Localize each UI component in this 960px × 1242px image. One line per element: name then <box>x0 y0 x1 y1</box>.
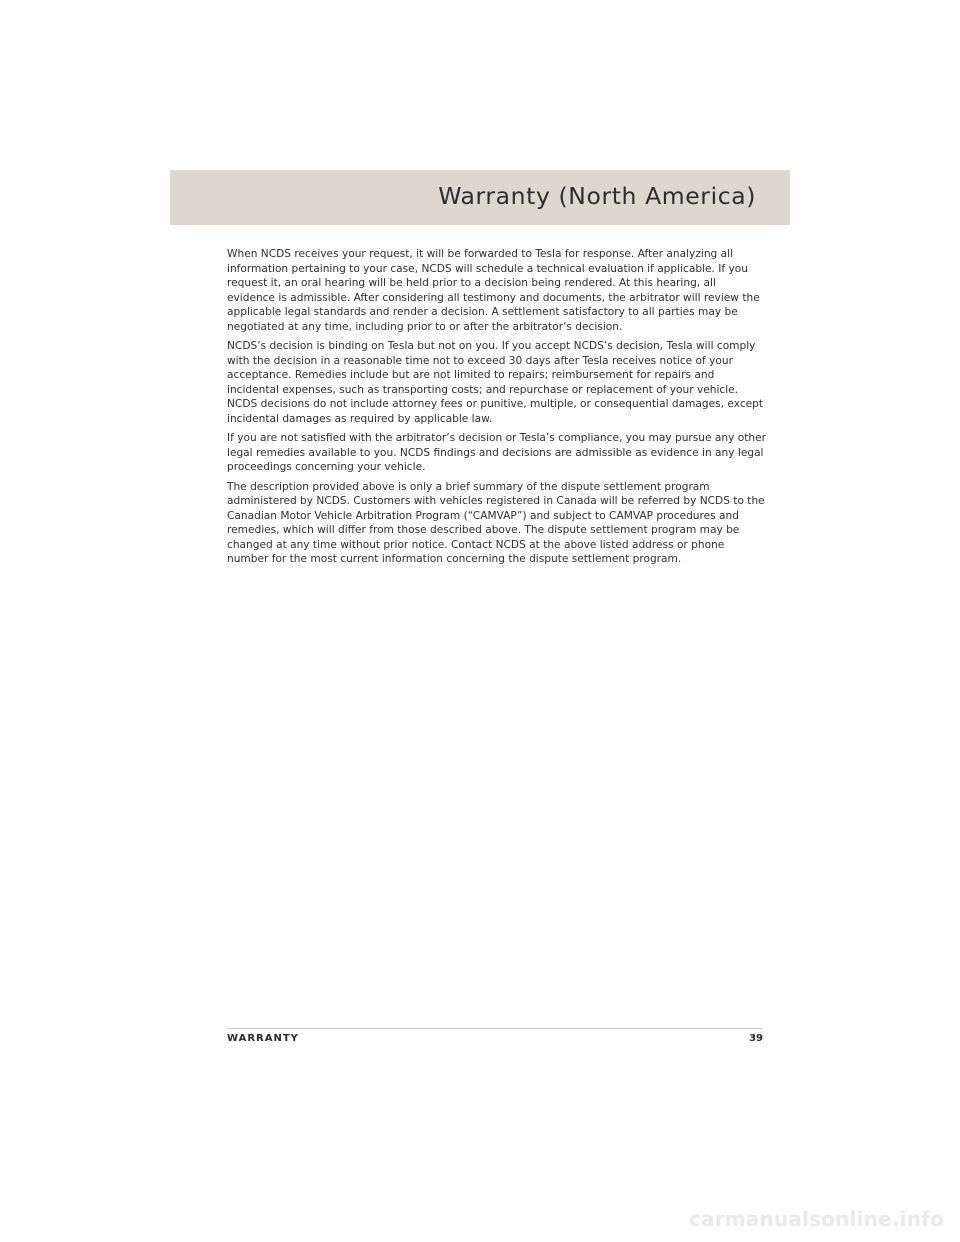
paragraph-arbitration-process: When NCDS receives your request, it will be forwarded to Tesla for response. After analyzing all information pertaining to your case, NCDS will schedule a technical evaluation if applicable. If you request it, an oral hearing will be held prior to a decision being rendered. At this hearing, all evidence is admissible. After considering all testimony and documents, the arbitrator will review the applicable legal standards and render a decision. A settlement satisfactory to all parties may be negotiated at any time, including prior to or after the arbitrator’s decision. <box>227 248 760 333</box>
body-text <box>227 247 767 572</box>
paragraph-decision-binding: NCDS’s decision is binding on Tesla but not on you. If you accept NCDS’s decision, Tesla will comply with the decision in a reasonable time not to exceed 30 days after Tesla receives notice of your acceptance. Remedies include but are not limited to repairs; reimbursement for repairs and incidental expenses, such as transporting costs; and repurchase or replacement of your vehicle. NCDS decisions do not include attorney fees or punitive, multiple, or consequential damages, except incidental damages as required by applicable law. <box>227 340 764 425</box>
paragraph-program-summary: The description provided above is only a brief summary of the dispute settlement program administered by NCDS. Customers with vehicles registered in Canada will be referred by NCDS to the Canadian Motor Vehicle Arbitration Program (“CAMVAP”) and subject to CAMVAP procedures and remedies, which will differ from those described above. The dispute settlement program may be changed at any time without prior notice. Contact NCDS at the above listed address or phone number for the most current information concerning the dispute settlement program. <box>227 480 765 565</box>
title-band <box>170 170 790 225</box>
page-title: Warranty (North America) <box>438 182 756 210</box>
watermark-text: carmanualsonline.info <box>688 1207 944 1231</box>
footer-section-label: WARRANTY <box>227 1033 299 1044</box>
footer-divider <box>227 1028 763 1029</box>
footer-page-number: 39 <box>749 1033 763 1044</box>
paragraph-legal-remedies: If you are not satisfied with the arbitrator’s decision or Tesla’s compliance, you may pursue any other legal remedies available to you. NCDS findings and decisions are admissible as evidence in any legal proceedings concerning your vehicle. <box>227 432 766 473</box>
